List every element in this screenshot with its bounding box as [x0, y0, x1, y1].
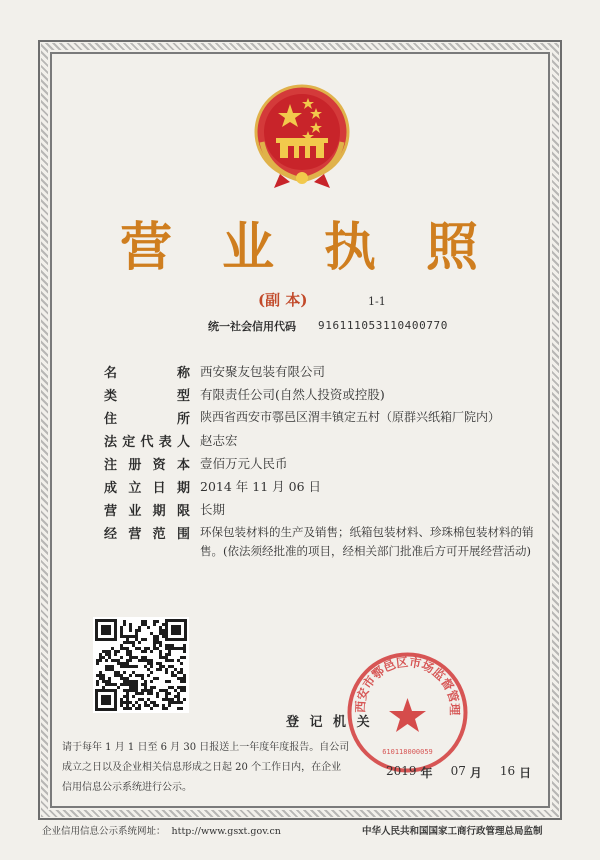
field-value: 环保包装材料的生产及销售；纸箱包装材料、珍珠棉包装材料的销售。(依法须经批准的项目，经相关部门批准后方可开展经营活动)	[200, 525, 534, 558]
field-label	[104, 454, 190, 473]
seal-code: 610118000059	[382, 748, 433, 756]
copy-number: 1-1	[368, 295, 386, 308]
field-value: 2014 年 11 月 06 日	[200, 479, 321, 494]
label-char: 围	[176, 527, 190, 542]
notice-line: 信用信息公示系统进行公示。	[62, 782, 192, 793]
field-value: 西安聚友包装有限公司	[200, 364, 326, 379]
license-title	[120, 205, 480, 280]
seal-text: 西安市鄠邑区市场监督管理	[353, 655, 462, 716]
label-char: 表	[158, 435, 172, 450]
field-label	[104, 431, 190, 450]
label-char: 营	[128, 527, 142, 542]
svg-text:西安市鄠邑区市场监督管理局	[345, 650, 462, 716]
label-char: 类	[104, 389, 118, 404]
label-char: 营	[104, 504, 118, 519]
field-label	[104, 385, 190, 404]
label-char: 期	[152, 504, 166, 519]
issue-date	[386, 764, 531, 781]
date-month-char: 月	[469, 766, 482, 780]
label-char: 经	[104, 527, 118, 542]
label-char: 本	[176, 458, 190, 473]
system-label: 企业信用信息公示系统网址：	[42, 826, 166, 837]
qr-code-icon[interactable]	[93, 617, 189, 713]
field-established-date	[104, 477, 550, 500]
label-char: 注	[104, 458, 118, 473]
label-char: 名	[104, 366, 118, 381]
label-char: 住	[104, 412, 118, 427]
field-value: 赵志宏	[200, 433, 238, 448]
label-char: 日	[152, 481, 166, 496]
date-month: 07	[450, 764, 466, 778]
field-business-term	[104, 500, 550, 523]
label-char: 成	[104, 481, 118, 496]
label-char: 所	[176, 412, 190, 427]
title-char: 营	[120, 218, 175, 278]
field-registered-capital	[104, 454, 550, 477]
label-char: 称	[176, 366, 190, 381]
label-char: 期	[176, 481, 190, 496]
notice-line: 请于每年 1 月 1 日至 6 月 30 日报送上一年度年度报告。自公司	[62, 742, 350, 753]
field-value: 有限责任公司(自然人投资或控股)	[200, 387, 385, 402]
field-name	[104, 362, 550, 385]
license-fields	[104, 362, 550, 587]
title-char: 业	[221, 218, 276, 278]
label-char: 人	[176, 435, 190, 450]
field-type	[104, 385, 550, 408]
field-business-scope	[104, 523, 550, 587]
notice-line: 成立之日以及企业相关信息形成之日起 20 个工作日内，在企业	[62, 762, 342, 773]
label-char: 立	[128, 481, 142, 496]
credit-code-value: 916111053110400770	[318, 319, 449, 332]
label-char: 业	[128, 504, 142, 519]
label-char: 型	[176, 389, 190, 404]
field-label	[104, 477, 190, 496]
date-year-char: 年	[420, 766, 433, 780]
label-char: 范	[152, 527, 166, 542]
footer-supervisor: 中华人民共和国国家工商行政管理总局监制	[362, 826, 543, 837]
date-day: 16	[499, 764, 516, 778]
field-label	[104, 500, 190, 519]
field-value: 陕西省西安市鄠邑区渭丰镇定五村（原群兴纸箱厂院内）	[200, 410, 501, 424]
label-char: 法	[104, 435, 118, 450]
label-char: 册	[128, 458, 142, 473]
title-char: 执	[323, 218, 378, 278]
field-label	[104, 362, 190, 381]
title-char: 照	[425, 218, 480, 278]
field-value: 壹佰万元人民币	[200, 456, 288, 471]
registration-authority-label: 登 记 机 关	[286, 715, 373, 730]
field-legal-representative	[104, 431, 550, 454]
field-value: 长期	[200, 502, 226, 517]
field-label	[104, 523, 190, 542]
annual-report-notice	[62, 738, 362, 798]
date-day-char: 日	[519, 766, 532, 780]
field-label	[104, 408, 190, 427]
official-seal-icon	[345, 650, 470, 775]
date-year: 2019	[386, 764, 417, 778]
label-char: 资	[152, 458, 166, 473]
label-char: 代	[140, 435, 154, 450]
credit-code-label: 统一社会信用代码	[208, 320, 296, 333]
copy-label: (副 本)	[258, 291, 308, 309]
label-char: 定	[122, 435, 136, 450]
field-address	[104, 408, 550, 431]
system-url-link[interactable]: http://www.gsxt.gov.cn	[171, 826, 281, 837]
label-char: 限	[176, 504, 190, 519]
national-emblem-icon	[250, 82, 354, 190]
footer-system-info	[42, 823, 281, 837]
